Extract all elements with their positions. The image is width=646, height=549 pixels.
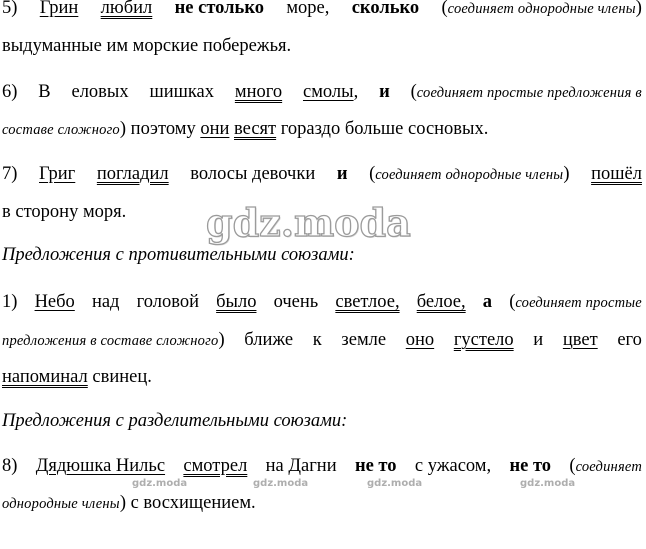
- explanation-note: предложения в составе сложного: [2, 333, 219, 349]
- paren-close: ): [563, 164, 570, 184]
- line-12: [2, 454, 642, 479]
- explanation-note: соединяет: [575, 459, 642, 475]
- predicate-word: любил: [100, 0, 153, 18]
- explanation-note: соединяет простые предложения в: [416, 85, 642, 101]
- conjunction: а: [482, 292, 493, 312]
- word: ближе: [244, 330, 294, 350]
- paren-open: (: [441, 0, 448, 18]
- paren-open: (: [509, 292, 516, 312]
- predicate-word: белое,: [416, 292, 466, 312]
- subject-word: Грин: [39, 0, 79, 18]
- word: его: [617, 330, 642, 350]
- explanation-note: соединяет однородные члены: [375, 167, 564, 183]
- line-8: [2, 290, 642, 315]
- explanation-note: составе сложного: [2, 122, 120, 138]
- word: волосы девочки: [190, 164, 316, 184]
- line-13: [2, 491, 642, 516]
- word: на Дагни: [265, 456, 337, 476]
- predicate-word: много: [234, 82, 283, 102]
- paren-open: (: [410, 82, 417, 102]
- word: над: [91, 292, 120, 312]
- sentence-text: выдуманные им морские побережья.: [2, 36, 292, 56]
- predicate-word: светлое,: [335, 292, 400, 312]
- item-number: 5): [2, 0, 18, 18]
- item-number: 8): [2, 456, 18, 476]
- conjunction: и: [336, 164, 348, 184]
- predicate-word: весят: [234, 119, 277, 139]
- sentence-text: гораздо больше сосновых.: [276, 119, 489, 139]
- subject-word: Дядюшка Нильс: [35, 456, 166, 476]
- watermark-small: gdz.moda: [253, 478, 309, 489]
- word: ) поэтому: [119, 119, 201, 139]
- explanation-note: однородные члены: [2, 496, 120, 512]
- heading-text: Предложения с противительными союзами:: [2, 245, 355, 265]
- subject-word: они: [200, 119, 230, 139]
- conjunction: и: [379, 82, 390, 102]
- explanation-note: соединяет однородные члены: [447, 1, 636, 17]
- word: к: [312, 330, 322, 350]
- word: с ужасом,: [414, 456, 492, 476]
- watermark-small: gdz.moda: [367, 478, 423, 489]
- sentence-text: свинец.: [87, 367, 152, 387]
- section-heading-adversative: [2, 243, 642, 267]
- predicate-word: напоминал: [2, 367, 88, 387]
- explanation-note: соединяет простые: [515, 295, 642, 311]
- subject-word: смолы: [302, 82, 354, 102]
- predicate-word: густело: [453, 330, 514, 350]
- item-number: 6): [2, 82, 18, 102]
- subject-word: цвет: [562, 330, 598, 350]
- line-5: [2, 162, 642, 187]
- predicate-word: пошёл: [591, 164, 642, 184]
- word: еловых: [71, 82, 129, 102]
- paren-close: ): [218, 330, 225, 350]
- line-10: [2, 365, 642, 389]
- word: море,: [286, 0, 330, 18]
- predicate-word: смотрел: [183, 456, 248, 476]
- predicate-word: было: [216, 292, 257, 312]
- line-2: [2, 34, 642, 58]
- subject-word: Небо: [34, 292, 75, 312]
- conjunction: не столько: [174, 0, 264, 18]
- predicate-word: погладил: [96, 164, 169, 184]
- comma: ,: [353, 82, 359, 102]
- word: шишках: [149, 82, 215, 102]
- word: очень: [273, 292, 319, 312]
- conjunction: не то: [509, 456, 552, 476]
- paren-open: (: [369, 164, 376, 184]
- item-number: 1): [2, 292, 18, 312]
- sentence-text: ) с восхищением.: [119, 493, 256, 513]
- subject-word: Григ: [39, 164, 76, 184]
- watermark-logo: gdz.moda: [206, 200, 411, 245]
- watermark-small: gdz.moda: [132, 478, 188, 489]
- line-4: [2, 117, 642, 142]
- watermark-small: gdz.moda: [520, 478, 576, 489]
- word: В: [38, 82, 51, 102]
- line-1: [2, 0, 642, 21]
- section-heading-disjunctive: [2, 409, 642, 433]
- paren-open: (: [569, 456, 576, 476]
- word: земле: [341, 330, 387, 350]
- conjunction: сколько: [351, 0, 420, 18]
- item-number: 7): [2, 164, 18, 184]
- line-9: [2, 328, 642, 353]
- word: и: [533, 330, 544, 350]
- word: головой: [136, 292, 199, 312]
- subject-word: оно: [405, 330, 435, 350]
- sentence-text: в сторону моря.: [2, 202, 127, 222]
- line-3: [2, 80, 642, 105]
- heading-text: Предложения с разделительными союзами:: [2, 411, 348, 431]
- conjunction: не то: [354, 456, 397, 476]
- paren-close: ): [635, 0, 642, 18]
